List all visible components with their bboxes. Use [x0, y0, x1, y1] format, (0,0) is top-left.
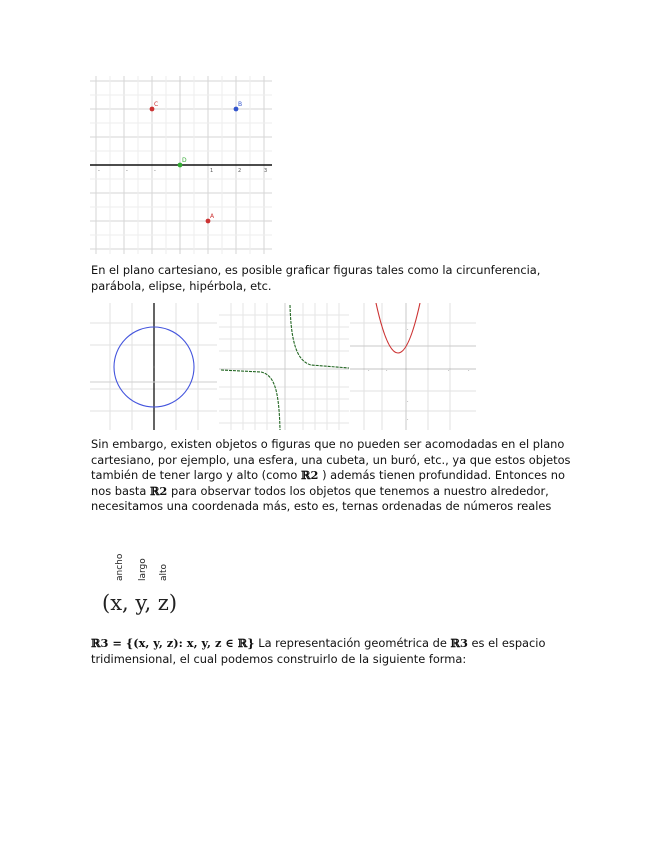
- svg-text:3: 3: [264, 168, 268, 174]
- ordered-triple: (x, y, z): [102, 591, 178, 615]
- point-label-c: C: [154, 101, 159, 108]
- point-label-b: B: [238, 101, 243, 108]
- svg-text:·: ·: [407, 399, 409, 405]
- paragraph-r3-definition: [91, 636, 571, 667]
- paragraph-text-middle: ) además tienen profundidad. Entonces no nos basta: [91, 468, 565, 498]
- point-label-a: A: [210, 213, 215, 220]
- label-largo: largo: [138, 558, 148, 581]
- svg-text:·: ·: [407, 327, 409, 333]
- paragraph-three-dimensional-motivation: [91, 437, 571, 515]
- r2-symbol-second: ℝ2: [149, 483, 168, 498]
- svg-text:-: -: [98, 168, 100, 174]
- svg-text:·: ·: [407, 417, 409, 423]
- ordered-triple-figure: [99, 545, 189, 620]
- paragraph-text-after: para observar todos los objetos que tenemos a nuestro alrededor, necesitamos una coordenada más, esto es, ternas ordenadas de números reales: [91, 483, 552, 513]
- svg-text:·: ·: [468, 368, 470, 374]
- svg-text:2: 2: [238, 168, 242, 174]
- r3-symbol: ℝ3: [450, 636, 468, 650]
- svg-text:·: ·: [386, 368, 388, 374]
- hyperbola-branch-upper: [290, 305, 349, 368]
- svg-text:-: -: [126, 168, 128, 174]
- label-ancho: ancho: [115, 553, 125, 581]
- cartesian-plane-figure: [90, 76, 272, 254]
- svg-text:-: -: [154, 168, 156, 174]
- paragraph3-text2: es el espacio tridimensional, el cual podemos construirlo de la siguiente forma:: [91, 636, 546, 666]
- r2-symbol-first: ℝ2: [301, 468, 319, 482]
- parabola-graph: [350, 303, 476, 430]
- point-label-d: D: [182, 157, 187, 164]
- paragraph-text-before: Sin embargo, existen objetos o figuras que no pueden ser acomodadas en el plano cartesiano, por ejemplo, una esfera, una cubeta, un buró, etc., ya que estos objetos también de tener largo y alto (como: [91, 437, 571, 482]
- label-alto: alto: [159, 563, 169, 581]
- r3-set-definition: ℝ3 = {(x, y, z): x, y, z ∈ ℝ}: [91, 636, 255, 650]
- svg-text:·: ·: [368, 368, 370, 374]
- svg-text:·: ·: [448, 368, 450, 374]
- paragraph-conics-intro: En el plano cartesiano, es posible graficar figuras tales como la circunferencia, parábola, elipse, hipérbola, etc.: [91, 263, 541, 293]
- svg-text:1: 1: [210, 168, 214, 174]
- hyperbola-graph: [219, 303, 349, 430]
- circle-graph: [90, 303, 217, 430]
- hyperbola-branch-lower: [221, 370, 280, 430]
- paragraph3-text1: La representación geométrica de: [258, 636, 447, 650]
